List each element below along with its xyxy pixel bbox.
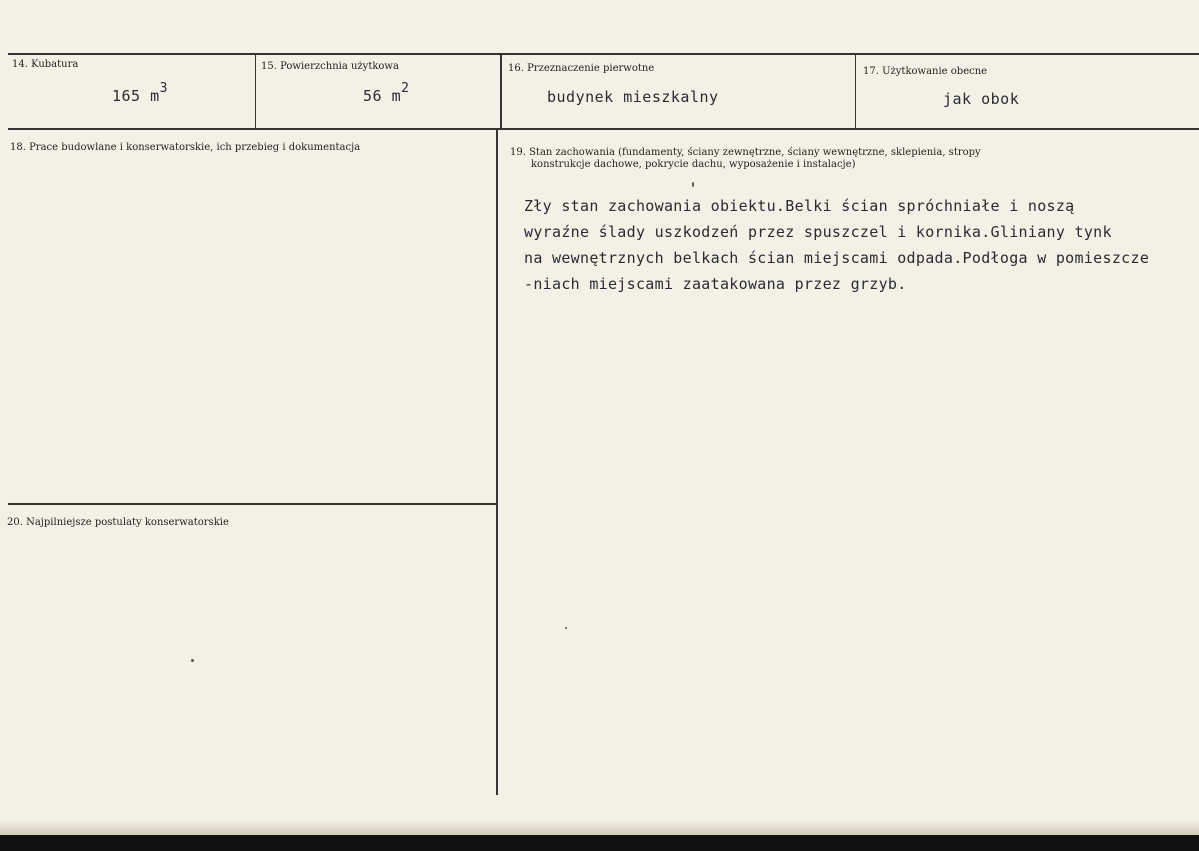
divider-15-16	[500, 55, 502, 128]
divider-main-column	[496, 130, 498, 795]
field-17-value: jak obok	[943, 90, 1020, 108]
divider-16-17	[855, 55, 856, 128]
field-18-label: 18. Prace budowlane i konserwatorskie, ich przebieg i dokumentacja	[10, 142, 361, 153]
field-15-exponent: 2	[401, 81, 410, 96]
scan-bottom-border	[0, 835, 1199, 851]
top-rule	[8, 53, 1199, 55]
row1-bottom-rule	[8, 128, 1199, 130]
paper-edge-shadow	[0, 820, 1199, 835]
field18-bottom-rule	[8, 503, 497, 505]
field-15-label: 15. Powierzchnia użytkowa	[261, 61, 399, 72]
field-19-text-line: -niach miejscami zaatakowana przez grzyb.	[524, 275, 907, 293]
field-19-text-line: na wewnętrznych belkach ścian miejscami odpada.Podłoga w pomieszcze	[524, 249, 1150, 267]
field-19-label-line1: 19. Stan zachowania (fundamenty, ściany zewnętrzne, ściany wewnętrzne, sklepienia, stropy	[510, 147, 981, 158]
field-19-label-line2: konstrukcje dachowe, pokrycie dachu, wyposażenie i instalacje)	[531, 159, 856, 170]
field-15-value	[363, 81, 410, 105]
field-14-value	[112, 81, 168, 105]
field-16-label: 16. Przeznaczenie pierwotne	[508, 63, 655, 74]
field-14-exponent: 3	[159, 81, 168, 96]
paper-speck	[565, 627, 567, 629]
field-19-text	[524, 193, 1149, 297]
field-17-label: 17. Użytkowanie obecne	[863, 66, 988, 77]
field-20-label: 20. Najpilniejsze postulaty konserwatorskie	[7, 517, 229, 528]
field-16-value: budynek mieszkalny	[547, 88, 719, 106]
field-19-text-line: wyraźne ślady uszkodzeń przez spuszczel i kornika.Gliniany tynk	[524, 223, 1112, 241]
field-15-number: 56 m	[363, 87, 402, 105]
field-14-label: 14. Kubatura	[12, 59, 79, 70]
field-14-number: 165 m	[112, 87, 160, 105]
paper-speck	[191, 659, 194, 662]
paper-speck	[692, 182, 694, 187]
field-19-text-line: Zły stan zachowania obiektu.Belki ścian spróchniałe i noszą	[524, 197, 1075, 215]
divider-14-15	[255, 55, 256, 128]
